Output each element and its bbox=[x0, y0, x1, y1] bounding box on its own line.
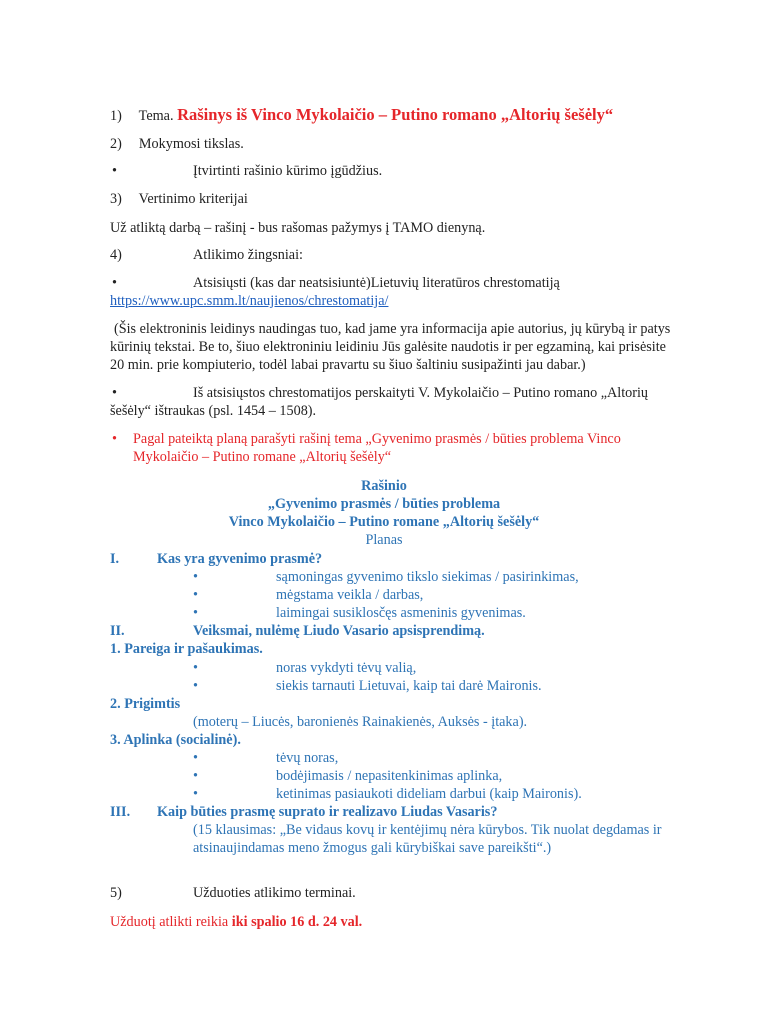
bullet-marker: • bbox=[193, 605, 198, 621]
subsection-1-title: 1. Pareiga ir pašaukimas. bbox=[110, 641, 263, 657]
bullet-marker: • bbox=[112, 385, 117, 401]
deadline-date: iki spalio 16 d. 24 val. bbox=[231, 914, 363, 930]
item-1-number: 1) bbox=[110, 108, 122, 124]
bullet-marker: • bbox=[112, 431, 117, 447]
plan-heading-2: „Gyvenimo prasmės / būties problema bbox=[267, 496, 501, 512]
section-3-number: III. bbox=[110, 804, 131, 820]
task-line-1: Pagal pateiktą planą parašyti rašinį tema „Gyvenimo prasmės / būties problema Vinco bbox=[133, 431, 621, 447]
subsection-3-item: tėvų noras, bbox=[276, 750, 339, 766]
grading-text: Už atliktą darbą – rašinį - bus rašomas pažymys į TAMO dienyną. bbox=[110, 220, 486, 236]
bullet-marker: • bbox=[193, 660, 198, 676]
plan-heading-3: Vinco Mykolaičio – Putino romane „Altorių šešėly“ bbox=[228, 514, 540, 530]
read-bullet-line-2: šešėly“ ištraukas (psl. 1454 – 1508). bbox=[110, 403, 317, 419]
item-2-text: Mokymosi tikslas. bbox=[138, 136, 244, 152]
bullet-marker: • bbox=[193, 569, 198, 585]
chrestomathy-link[interactable]: https://www.upc.smm.lt/naujienos/chrestomatija/ bbox=[110, 293, 389, 309]
download-bullet-text: Atsisiųsti (kas dar neatsisiuntė)Lietuvių literatūros chrestomatiją bbox=[193, 275, 560, 291]
note-line-3: 20 min. prie kompiuterio, todėl labai pravartu su šiuo šaltiniu susipažinti jau dabar.) bbox=[110, 357, 586, 373]
item-3-number: 3) bbox=[110, 191, 122, 207]
section-1-number: I. bbox=[110, 551, 120, 567]
item-4-number: 4) bbox=[110, 247, 122, 263]
plan-heading-4: Planas bbox=[365, 532, 403, 548]
bullet-marker: • bbox=[193, 750, 198, 766]
subsection-2-title: 2. Prigimtis bbox=[110, 696, 181, 712]
subsection-3-title: 3. Aplinka (socialinė). bbox=[110, 732, 241, 748]
subsection-3-item: ketinimas pasiaukoti dideliam darbui (kaip Maironis). bbox=[276, 786, 582, 802]
section-1-item: sąmoningas gyvenimo tikslo siekimas / pasirinkimas, bbox=[276, 569, 579, 585]
plan-heading-1: Rašinio bbox=[361, 478, 407, 494]
item-1 bbox=[110, 106, 613, 125]
section-2-title: Veiksmai, nulėmę Liudo Vasario apsisprendimą. bbox=[193, 623, 485, 639]
section-3-quote-line-2: atsinaujindamas meno žmogus gali kūrybiškai save pareikšti“.) bbox=[193, 840, 552, 856]
subsection-1-item: noras vykdyti tėvų valią, bbox=[276, 660, 417, 676]
section-1-item: laimingai susiklosčęs asmeninis gyvenimas. bbox=[276, 605, 526, 621]
deadline-text bbox=[110, 913, 362, 931]
bullet-marker: • bbox=[193, 587, 198, 603]
section-3-title: Kaip būties prasmę suprato ir realizavo Liudas Vasaris? bbox=[157, 804, 498, 820]
bullet-marker: • bbox=[193, 786, 198, 802]
bullet-marker: • bbox=[193, 768, 198, 784]
essay-topic-title: Rašinys iš Vinco Mykolaičio – Putino romano „Altorių šešėly“ bbox=[177, 105, 614, 124]
subsection-2-text: (moterų – Liucės, baronienės Rainakienės, Auksės - įtaka). bbox=[193, 714, 528, 730]
item-1-label: Tema. bbox=[138, 108, 174, 124]
read-bullet-line-1: Iš atsisiųstos chrestomatijos perskaityti V. Mykolaičio – Putino romano „Altorių bbox=[193, 385, 649, 401]
bullet-marker: • bbox=[193, 678, 198, 694]
goal-bullet-text: Įtvirtinti rašinio kūrimo įgūdžius. bbox=[193, 163, 383, 179]
section-1-item: mėgstama veikla / darbas, bbox=[276, 587, 424, 603]
task-line-2: Mykolaičio – Putino romane „Altorių šešėly“ bbox=[133, 449, 392, 465]
subsection-3-item: bodėjimasis / nepasitenkinimas aplinka, bbox=[276, 768, 503, 784]
item-3-text: Vertinimo kriterijai bbox=[138, 191, 248, 207]
item-5-number: 5) bbox=[110, 885, 122, 901]
item-2 bbox=[110, 135, 244, 153]
section-3-quote-line-1: (15 klausimas: „Be vidaus kovų ir kentėjimų nėra kūrybos. Tik nuolat degdamas ir bbox=[193, 822, 662, 838]
section-1-title: Kas yra gyvenimo prasmė? bbox=[157, 551, 323, 567]
subsection-1-item: siekis tarnauti Lietuvai, kaip tai darė Maironis. bbox=[276, 678, 542, 694]
bullet-marker: • bbox=[112, 163, 117, 179]
bullet-marker: • bbox=[112, 275, 117, 291]
item-4-text: Atlikimo žingsniai: bbox=[193, 247, 303, 263]
item-3 bbox=[110, 190, 248, 208]
item-5-text: Užduoties atlikimo terminai. bbox=[193, 885, 356, 901]
section-2-number: II. bbox=[110, 623, 125, 639]
note-line-1: (Šis elektroninis leidinys naudingas tuo, kad jame yra informacija apie autorius, jų kūrybą ir patys bbox=[114, 321, 671, 337]
item-2-number: 2) bbox=[110, 136, 122, 152]
deadline-plain: Užduotį atlikti reikia bbox=[110, 914, 232, 930]
note-line-2: kūrinių tekstai. Be to, šiuo elektroniniu leidiniu Jūs galėsite naudotis ir per egzaminą, kai prisėsite bbox=[110, 339, 666, 355]
